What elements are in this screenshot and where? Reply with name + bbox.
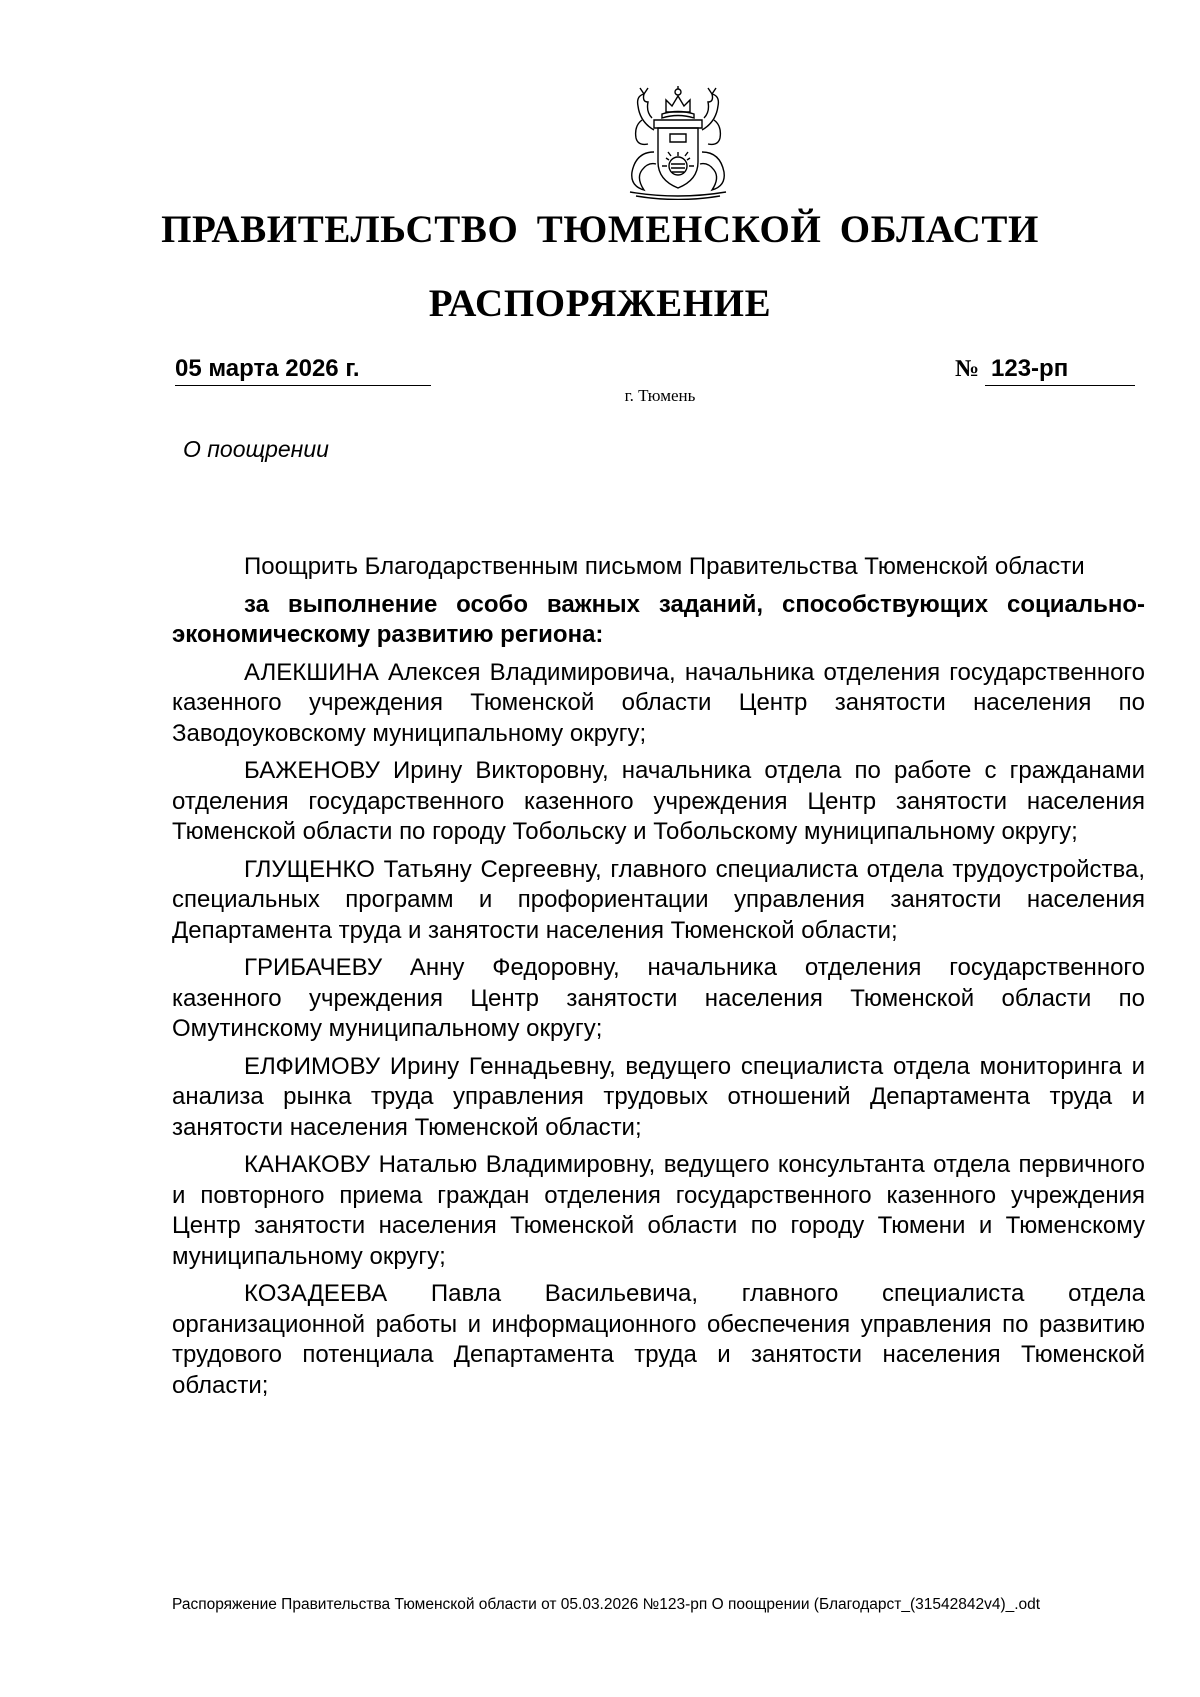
document-date: 05 марта 2026 г. [175, 354, 431, 386]
awardee-paragraph: АЛЕКШИНА Алексея Владимировича, начальника отделения государственного казенного учреждения Тюменской области Центр занятости населения по Заводоуковскому муниципальному округу; [172, 658, 1145, 747]
awardee-paragraph: КОЗАДЕЕВА Павла Васильевича, главного специалиста отдела организационной работы и информационного обеспечения управления по развитию трудового потенциала Департамента труда и занятости населения Тюменской области; [172, 1280, 1145, 1399]
awardee-paragraph: КАНАКОВУ Наталью Владимировну, ведущего консультанта отдела первичного и повторного приема граждан отделения государственного казенного учреждения Центр занятости населения Тюменской области по городу Тюмени и Тюменскому муниципальному округу; [172, 1151, 1145, 1270]
awardee-paragraph: ГРИБАЧЕВУ Анну Федоровну, начальника отделения государственного казенного учреждения Центр занятости населения Тюменской области по Омутинскому муниципальному округу; [172, 954, 1145, 1042]
document-number: 123-рп [985, 354, 1135, 386]
page-footer: Распоряжение Правительства Тюменской области от 05.03.2026 №123-рп О поощрении (Благодарст_(31542842v4)_.odt [172, 1596, 1041, 1613]
awardee-paragraph: ЕЛФИМОВУ Ирину Геннадьевну, ведущего специалиста отдела мониторинга и анализа рынка труда управления трудовых отношений Департамента труда и занятости населения Тюменской области; [172, 1052, 1145, 1141]
document-subject: О поощрении [183, 436, 329, 462]
awardee-paragraph: БАЖЕНОВУ Ирину Викторовну, начальника отдела по работе с гражданами отделения государственного казенного учреждения Центр занятости населения Тюменской области по городу Тобольску и Тобольскому муниципальному округу; [172, 757, 1145, 845]
document-city: г. Тюмень [624, 386, 696, 405]
intro-paragraph: Поощрить Благодарственным письмом Правительства Тюменской области [244, 553, 1085, 580]
government-title: ПРАВИТЕЛЬСТВО ТЮМЕНСКОЙ ОБЛАСТИ [161, 208, 1039, 251]
document-body [172, 552, 1145, 1408]
document-type-title: РАСПОРЯЖЕНИЕ [428, 282, 772, 325]
reason-paragraph: за выполнение особо важных заданий, способствующих социально-экономическому развитию региона: [172, 590, 1145, 648]
tyumen-region-coat-of-arms-icon [596, 82, 760, 200]
number-sign: № [955, 356, 980, 382]
awardee-paragraph: ГЛУЩЕНКО Татьяну Сергеевну, главного специалиста отдела трудоустройства, специальных программ и профориентации управления занятости населения Департамента труда и занятости населения Тюменской области; [172, 855, 1145, 944]
